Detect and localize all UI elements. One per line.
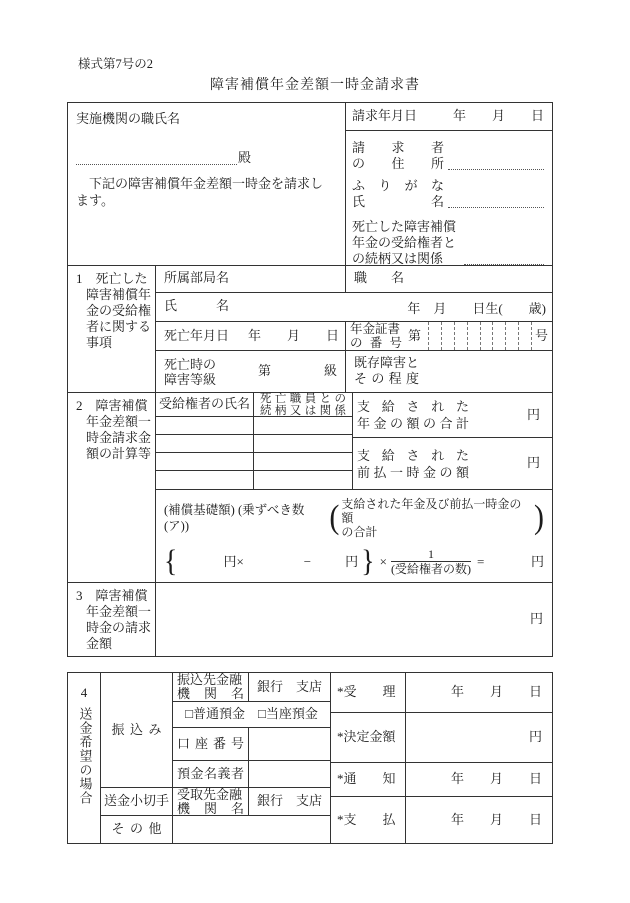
office-accept-value: 年 月 日 bbox=[450, 684, 542, 700]
agency-label: 実施機関の職氏名 bbox=[76, 111, 181, 126]
cert-digit-box[interactable] bbox=[455, 322, 468, 351]
remittance-check-cell bbox=[101, 788, 172, 816]
close-brace: } bbox=[361, 544, 375, 579]
form-number: 様式第7号の2 bbox=[78, 57, 154, 71]
deceased-name-label: 氏名 bbox=[164, 297, 229, 313]
recipient-name-cell[interactable] bbox=[156, 471, 254, 489]
office-notice-label: *通 知 bbox=[331, 763, 406, 796]
paid-advance-label: 支給された 前払一時金の額 bbox=[357, 447, 469, 480]
bank-transfer-label: 振込み bbox=[111, 721, 162, 737]
pension-cert-label: 年金証書 の番号 bbox=[350, 321, 402, 350]
existing-disability-cell: 既存障害と その程度 bbox=[354, 355, 420, 387]
recipient-name-cell[interactable] bbox=[156, 417, 254, 434]
receiving-bank-label: 受取先金融 機関名 bbox=[173, 788, 249, 815]
receiving-bank-branch-cell[interactable]: 銀行 支店 bbox=[256, 793, 322, 809]
dept-label: 所属部局名 bbox=[156, 266, 346, 292]
formula-times: × bbox=[379, 553, 387, 569]
open-paren: ( bbox=[329, 498, 340, 536]
section1 bbox=[68, 265, 552, 392]
section3 bbox=[68, 582, 552, 656]
formula-fraction bbox=[391, 548, 471, 576]
formula-header-line bbox=[164, 497, 544, 539]
section3-heading: 3 障害補償年金差額一時金の請求金額 bbox=[68, 583, 156, 656]
account-number-label: 口座番号 bbox=[173, 728, 249, 760]
claimant-fields bbox=[346, 131, 552, 267]
office-row-notice bbox=[331, 763, 552, 797]
cert-digit-box[interactable] bbox=[429, 322, 442, 351]
fraction-denominator: (受給権者の数) bbox=[390, 562, 471, 576]
claimant-relation-field bbox=[352, 219, 546, 267]
recipient-row bbox=[156, 471, 352, 489]
paid-amounts bbox=[353, 393, 552, 489]
formula-base-label: (補償基礎額) (乗ずべき数(ア)) bbox=[164, 502, 305, 533]
account-type-row bbox=[173, 702, 330, 728]
claimant-name-field bbox=[352, 178, 546, 210]
deceased-name-row bbox=[156, 293, 552, 322]
cert-number-prefix: 第 bbox=[408, 327, 422, 343]
bank-name-row bbox=[173, 673, 330, 702]
formula-yen-times: 円× bbox=[223, 553, 244, 569]
recipient-columns bbox=[156, 393, 353, 489]
recipient-relation-cell[interactable] bbox=[254, 453, 352, 470]
declaration-text: 下記の障害補償年金差額一時金を請求します。 bbox=[76, 175, 324, 208]
grade-cell bbox=[156, 351, 346, 392]
close-paren: ) bbox=[534, 498, 544, 536]
claim-date-ymd: 年 月 日 bbox=[452, 108, 544, 124]
office-accept-label: *受 理 bbox=[331, 673, 406, 712]
cert-digit-box[interactable] bbox=[493, 322, 506, 351]
recipient-name-cell[interactable] bbox=[156, 435, 254, 452]
account-number-row bbox=[173, 728, 330, 761]
paid-pension-cell bbox=[353, 393, 552, 438]
paid-pension-unit: 円 bbox=[526, 406, 540, 422]
bank-branch-cell[interactable]: 銀行 支店 bbox=[256, 678, 322, 694]
bank-name-label: 振込先金融 機関名 bbox=[173, 673, 249, 701]
cert-digit-box[interactable] bbox=[468, 322, 481, 351]
office-row-decided-amount bbox=[331, 713, 552, 763]
death-date-label: 死亡年月日 bbox=[164, 327, 230, 343]
relation-fill-line[interactable] bbox=[464, 260, 544, 265]
claimant-name-label: ふりがな 氏名 bbox=[352, 178, 444, 209]
office-row-accept bbox=[331, 673, 552, 713]
death-date-ymd: 年 月 日 bbox=[247, 327, 339, 343]
claimant-address-field bbox=[352, 140, 546, 172]
grade-row bbox=[156, 351, 552, 392]
job-cell bbox=[346, 266, 552, 292]
death-date-row bbox=[156, 322, 552, 352]
other-method-cell bbox=[101, 816, 172, 843]
claimant-relation-label: 死亡した障害補償 年金の受給権者と の続柄又は関係 bbox=[352, 219, 457, 266]
other-method-label: その他 bbox=[111, 821, 162, 837]
grade-label: 死亡時の 障害等級 bbox=[164, 356, 217, 387]
recipient-table bbox=[156, 393, 552, 489]
address-fill-line[interactable] bbox=[448, 165, 544, 170]
office-notice-value: 年 月 日 bbox=[450, 771, 542, 787]
calculation-formula bbox=[156, 489, 552, 582]
section2-content bbox=[156, 393, 552, 582]
claim-date-row bbox=[346, 103, 552, 131]
open-brace: { bbox=[164, 544, 178, 579]
cert-digit-box[interactable] bbox=[442, 322, 455, 351]
account-number-cell[interactable] bbox=[249, 728, 330, 760]
name-fill-line[interactable] bbox=[448, 203, 544, 208]
section1-content bbox=[156, 266, 552, 392]
paid-pension-label: 支給された 年金の額の合計 bbox=[357, 399, 469, 431]
cert-digit-box[interactable] bbox=[506, 322, 519, 351]
remittance-check-label: 送金小切手 bbox=[103, 793, 169, 809]
claim-amount-unit: 円 bbox=[529, 611, 543, 627]
cert-digit-box[interactable] bbox=[481, 322, 494, 351]
account-holder-label: 預金名義者 bbox=[173, 761, 249, 787]
claimant-address-label: 請求者 の住所 bbox=[352, 140, 444, 171]
section4-heading-cell bbox=[68, 673, 101, 843]
paid-advance-cell bbox=[353, 438, 552, 489]
receiving-bank-row bbox=[173, 788, 330, 816]
paid-advance-unit: 円 bbox=[526, 455, 540, 471]
office-payment-label: *支 払 bbox=[331, 797, 406, 843]
dono-suffix: 殿 bbox=[237, 149, 251, 165]
recipient-row bbox=[156, 417, 352, 435]
recipient-relation-header: 死亡職員との 続柄又は関係 bbox=[260, 392, 346, 417]
cert-number-boxes[interactable] bbox=[428, 322, 532, 351]
formula-equation-line bbox=[164, 544, 544, 579]
formula-equals: = bbox=[476, 553, 485, 569]
office-row-payment bbox=[331, 797, 552, 843]
recipient-relation-cell[interactable] bbox=[254, 435, 352, 452]
recipient-header bbox=[156, 393, 352, 417]
recipient-relation-cell[interactable] bbox=[254, 471, 352, 489]
other-detail-row[interactable] bbox=[173, 816, 330, 843]
remittance-table bbox=[67, 672, 553, 844]
death-date-cell bbox=[156, 322, 346, 351]
job-label: 職名 bbox=[354, 270, 404, 286]
addressee-line bbox=[76, 150, 251, 167]
addressee-fill-line[interactable] bbox=[76, 160, 237, 165]
recipient-row bbox=[156, 435, 352, 453]
recipient-name-cell[interactable] bbox=[156, 453, 254, 470]
grade-kyu: 級 bbox=[323, 363, 337, 379]
pension-cert-cell bbox=[346, 322, 552, 351]
birth-date-suffix: 年 月 日生( 歳) bbox=[407, 300, 546, 316]
cert-number-suffix: 号 bbox=[534, 327, 548, 343]
office-decided-amount-label: *決定金額 bbox=[331, 713, 406, 762]
section2 bbox=[68, 392, 552, 582]
account-type-checkboxes[interactable]: □普通預金 □当座預金 bbox=[185, 706, 318, 722]
bank-detail-column bbox=[173, 673, 331, 843]
dept-row bbox=[156, 266, 552, 293]
main-table bbox=[67, 102, 553, 657]
fraction-numerator: 1 bbox=[427, 547, 434, 561]
claimant-cell bbox=[346, 103, 552, 265]
recipient-row bbox=[156, 453, 352, 471]
agency-cell bbox=[68, 103, 346, 265]
section2-heading: 2 障害補償年金差額一時金請求金額の計算等 bbox=[68, 393, 156, 582]
section4-number: 4 bbox=[80, 685, 88, 700]
section1-heading: 1 死亡した障害補償年金の受給権者に関する事項 bbox=[68, 266, 156, 392]
section4-heading-vertical: 送金希望の場合 bbox=[77, 706, 93, 805]
bank-transfer-cell bbox=[101, 673, 172, 788]
account-holder-row bbox=[173, 761, 330, 788]
cert-digit-box[interactable] bbox=[519, 322, 532, 351]
claim-amount-cell[interactable] bbox=[156, 583, 552, 656]
header-band bbox=[68, 103, 552, 265]
formula-brace-text: 支給された年金及び前払一時金の額 の合計 bbox=[341, 497, 522, 539]
method-column bbox=[101, 673, 173, 843]
page-title: 障害補償年金差額一時金請求書 bbox=[210, 78, 420, 93]
formula-minus: − bbox=[303, 553, 312, 569]
formula-yen: 円 bbox=[345, 553, 359, 569]
formula-result-unit: 円 bbox=[530, 553, 544, 569]
recipient-relation-cell[interactable] bbox=[254, 417, 352, 434]
office-decided-amount-value: 円 bbox=[528, 729, 542, 745]
account-holder-cell[interactable] bbox=[249, 761, 330, 787]
office-payment-value: 年 月 日 bbox=[450, 811, 542, 827]
claim-date-label: 請求年月日 bbox=[352, 108, 418, 124]
recipient-name-header: 受給権者の氏名 bbox=[156, 393, 254, 416]
office-use-column bbox=[331, 673, 552, 843]
grade-dai: 第 bbox=[258, 363, 272, 379]
